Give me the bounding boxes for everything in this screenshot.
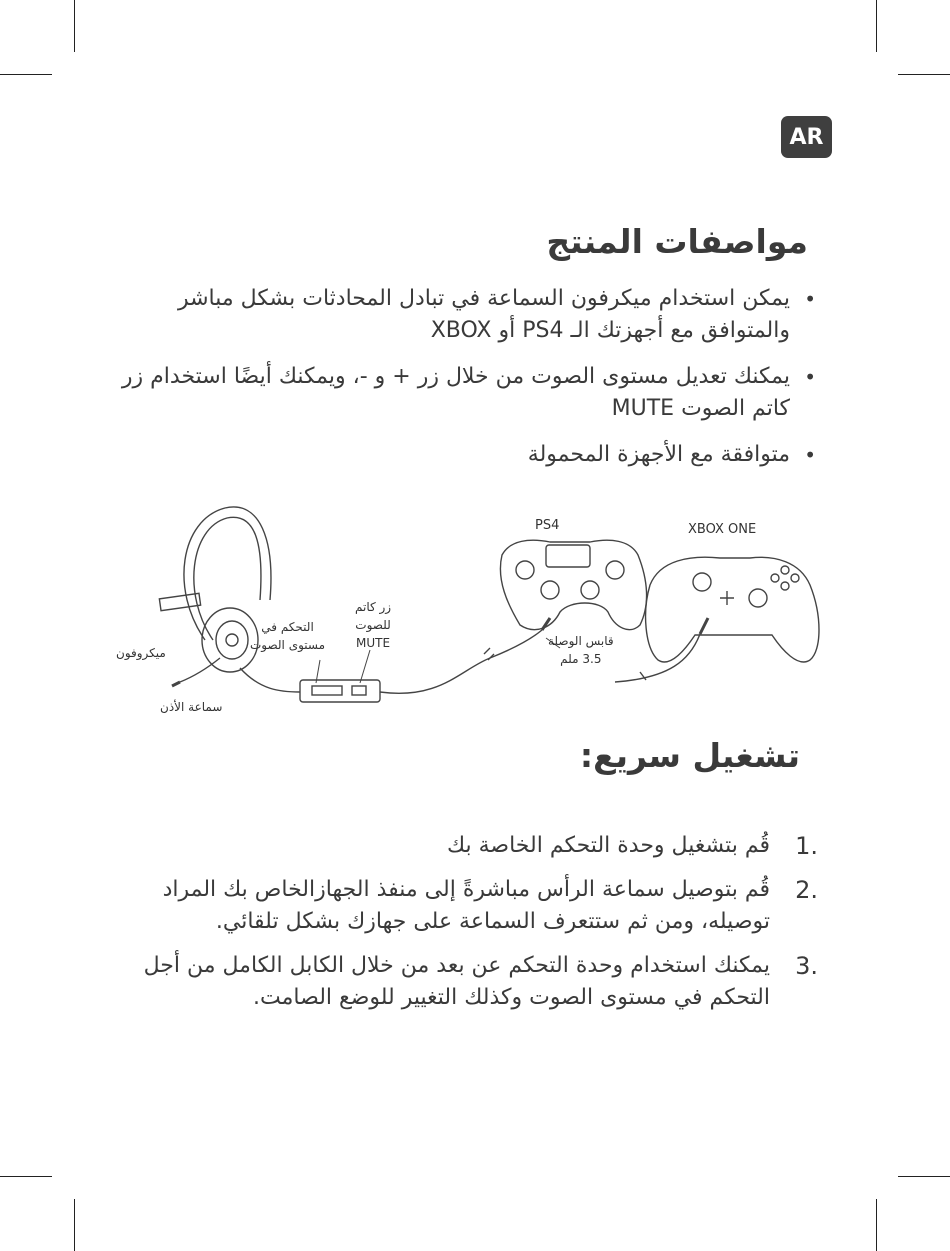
- jack-label-line: 3.5 ملم: [560, 652, 602, 666]
- jack-label: [548, 632, 614, 668]
- step-text: قُم بتوصيل سماعة الرأس مباشرةً إلى منفذ الجهازالخاص بك المراد توصيله، ومن ثم ستتعرف السماعة على جهازك بشكل تلقائي.: [162, 877, 770, 934]
- crop-mark: [74, 1199, 75, 1251]
- step-number: 2.: [795, 876, 818, 904]
- crop-mark: [898, 1176, 950, 1177]
- crop-mark: [876, 0, 877, 52]
- feature-item: • متوافقة مع الأجهزة المحمولة: [108, 439, 818, 471]
- product-diagram: [110, 500, 830, 730]
- mute-label-line: للصوت: [355, 618, 391, 632]
- mute-label-line: MUTE: [356, 636, 391, 650]
- crop-mark: [0, 74, 52, 75]
- ps4-label: PS4: [535, 518, 560, 533]
- step-number: 3.: [795, 952, 818, 980]
- earpiece-label: سماعة الأذن: [160, 700, 223, 714]
- features-title: مواصفات المنتج: [546, 222, 808, 261]
- features-list: [108, 283, 818, 485]
- step-item: [108, 874, 818, 938]
- quick-start-steps: [108, 830, 818, 1026]
- crop-mark: [898, 74, 950, 75]
- language-badge: AR: [781, 116, 832, 158]
- step-item: [108, 830, 818, 862]
- crop-mark: [876, 1199, 877, 1251]
- volume-control-label: [250, 618, 325, 654]
- mute-label-line: زر كاتم: [355, 600, 392, 614]
- feature-item: • يمكنك تعديل مستوى الصوت من خلال زر + و -، ويمكنك أيضًا استخدام زر كاتم الصوت MUTE: [108, 361, 818, 425]
- step-text: قُم بتشغيل وحدة التحكم الخاصة بك: [446, 833, 770, 858]
- xbox-label: XBOX ONE: [688, 522, 757, 537]
- step-item: [108, 950, 818, 1014]
- quick-start-title: تشغيل سريع:: [579, 736, 800, 775]
- microphone-label: ميكروفون: [116, 646, 166, 660]
- step-number: 1.: [795, 832, 818, 860]
- volume-label-line: مستوى الصوت: [250, 638, 326, 652]
- crop-mark: [74, 0, 75, 52]
- feature-item: • يمكن استخدام ميكرفون السماعة في تبادل المحادثات بشكل مباشر والمتوافق مع أجهزتك الـ PS4 أو XBOX: [108, 283, 818, 347]
- jack-label-line: قابس الوصلة: [548, 634, 614, 648]
- crop-mark: [0, 1176, 52, 1177]
- volume-label-line: التحكم في: [261, 620, 314, 634]
- mute-button-label: [355, 598, 391, 652]
- step-text: يمكنك استخدام وحدة التحكم عن بعد من خلال الكابل الكامل من أجل التحكم في مستوى الصوت وكذلك التغيير للوضع الصامت.: [143, 953, 770, 1010]
